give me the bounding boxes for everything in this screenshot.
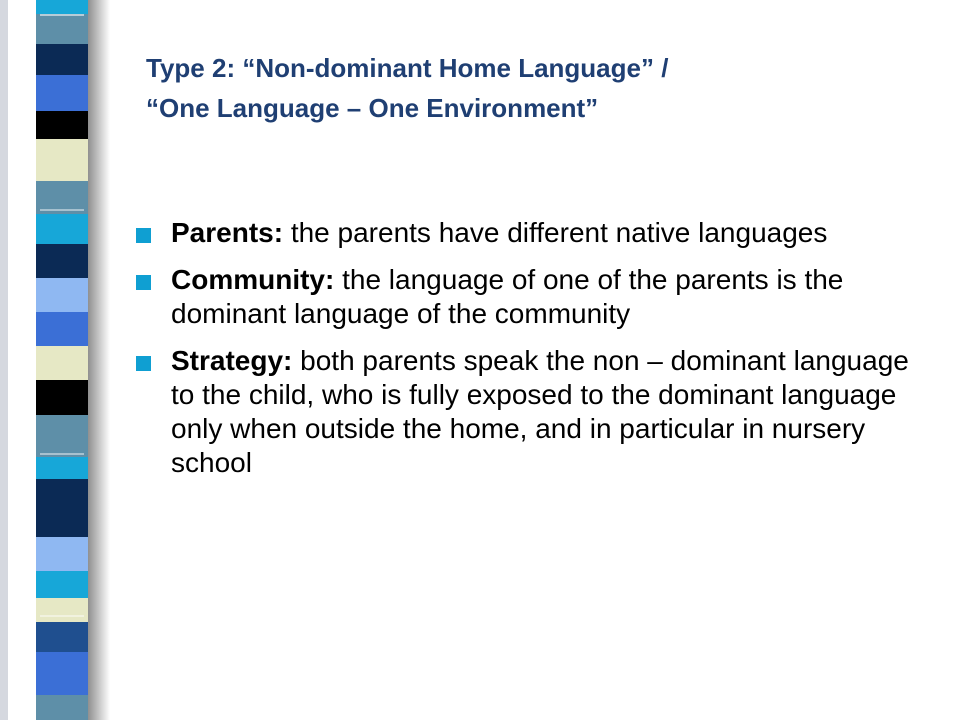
bullet-square-icon: [136, 275, 151, 290]
bullet-item-community: [136, 263, 926, 331]
bullet-list: [136, 216, 926, 493]
bullet-square-icon: [136, 356, 151, 371]
bullet-term-strategy: Strategy:: [171, 345, 293, 376]
decorative-stripe-bar: [0, 0, 110, 720]
slide-title: [146, 48, 926, 128]
bullet-square-icon: [136, 228, 151, 243]
slide-title-line-1: Type 2: “Non-dominant Home Language” /: [146, 53, 669, 83]
bullet-term-parents: Parents:: [171, 217, 284, 248]
bullet-item-strategy: [136, 344, 926, 480]
bullet-text-community: the language of one of the parents is the dominant language of the community: [171, 264, 844, 329]
bullet-text-strategy: both parents speak the non – dominant language to the child, who is fully exposed to the dominant language only when outside the home, and in particular in nursery school: [171, 345, 909, 478]
bullet-item-parents: [136, 216, 926, 250]
bullet-text-parents: the parents have different native languages: [283, 217, 828, 248]
bullet-term-community: Community:: [171, 264, 335, 295]
slide-title-line-2: “One Language – One Environment”: [146, 93, 599, 123]
